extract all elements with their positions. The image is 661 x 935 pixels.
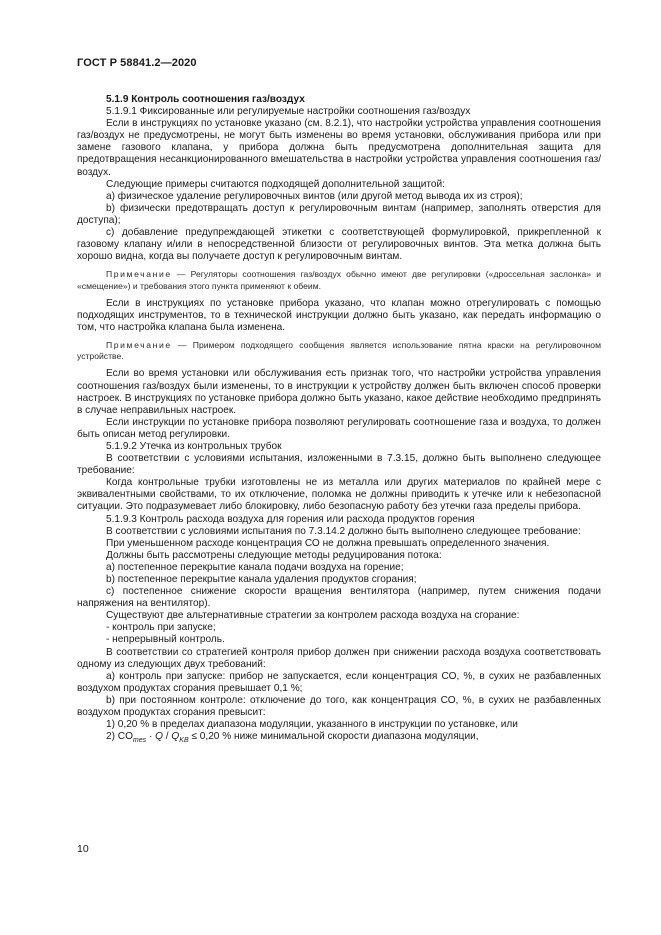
list-item: a) контроль при запуске: прибор не запускается, если концентрация СО, %, в сухих не разбавленных воздухом продуктах сгорания превышает 0,1 %; [77,670,601,694]
document-body [77,94,601,743]
paragraph: В соответствии с условиями испытания по 7.3.14.2 должно быть выполнено следующее требование: [106,525,581,537]
formula-subscript: mes [132,737,147,745]
list-item: b) физически предотвращать доступ к регулировочным винтам (например, заполнять отверстия для доступа); [77,202,601,226]
formula-subscript: KB [179,737,189,745]
formula-text: · [146,731,156,743]
section-title: 5.1.9 Контроль соотношения газ/воздух [106,94,305,105]
paragraph: Если в инструкциях по установке указано (см. 8.2.1), что настройки устройства управления соотношения газ/воздух не предусмотрены, не могут быть изменены во время установки, обслуживания прибора или при замене газового клапана, у прибора должна быть предусмотрена дополнительная защита для предотвращения несанкционированного вмешательства в настройки устройства управления соотношения газ/воздух. [77,118,601,178]
list-item: b) при постоянном контроле: отключение до того, как концентрация СО, %, в сухих не разбавленных воздухом продуктах сгорания превысит: [77,694,601,719]
document-code: ГОСТ Р 58841.2—2020 [77,57,197,69]
paragraph: Существуют две альтернативные стратегии за контролем расхода воздуха на сгорание: [106,610,520,622]
note [77,340,601,362]
note-text: — Примером подходящего сообщения является использование пятна краски на регулировочном устройстве. [77,340,601,362]
note [77,269,601,291]
formula-text: / [163,731,172,743]
subsection-title: 5.1.9.2 Утечка из контрольных трубок [106,440,282,452]
list-item: b) постепенное перекрытие канала удаления продуктов сгорания; [106,574,417,585]
paragraph: Следующие примеры считаются подходящей дополнительной защитой: [106,178,445,190]
paragraph: В соответствии со стратегией контроля прибор должен при снижении расхода воздуха соответствовать одному из следующих двух требований: [77,646,601,670]
list-item: - контроль при запуске; [106,622,216,634]
list-item: c) добавление предупреждающей этикетки с соответствующей формулировкой, прикрепленной к газовому клапану и/или в непосредственной близости от регулировочных винтов. Эта метка должна быть хорошо видна, когда вы получаете доступ к регулировочным винтам. [77,227,601,263]
paragraph: Если в инструкциях по установке прибора указано, что клапан можно отрегулировать с помощью подходящих инструментов, то в технической инструкции должно быть указано, как передать информацию о том, что настройка клапана была изменена. [77,297,601,333]
paragraph: Если инструкции по установке прибора позволяют регулировать соотношение газа и воздуха, то должен быть описан метод регулировки. [77,416,601,440]
formula-text: 2) CO [106,731,133,743]
page-number: 10 [77,843,89,855]
note-label: Примечание [106,269,172,280]
note-text: — Регуляторы соотношения газ/воздух обычно имеют две регулировки («дроссельная заслонка» и «смещение») и требования этого пункта применяют к обеим. [77,269,601,291]
formula-item [77,731,601,743]
formula-text: ≤ 0,20 % ниже минимальной скорости диапазона модуляции, [188,731,479,743]
paragraph: Если во время установки или обслуживания есть признак того, что настройки устройства управления соотношения газ/воздух были изменены, то в инструкции к устройству должен быть включен способ проверки настроек. В инструкциях по установке прибора должно быть указано, какое действие необходимо предпринять в случае неправильных настроек. [77,368,601,416]
formula-variable: Q [155,731,163,743]
paragraph: Когда контрольные трубки изготовлены не из металла или других материалов по крайней мере с эквивалентными свойствами, то их отключение, поломка не должны приводить к утечке или к небезопасной ситуации. Это подразумевает либо блокировку, либо безопасную работу без утечки газа пределы прибора. [77,477,601,513]
list-item: - непрерывный контроль. [106,634,225,646]
note-label: Примечание [106,340,172,350]
subsection-title: 5.1.9.1 Фиксированные или регулируемые настройки соотношения газ/воздух [106,106,471,118]
paragraph: Должны быть рассмотрены следующие методы редуцирования потока: [106,549,442,561]
list-item: 1) 0,20 % в пределах диапазона модуляции, указанного в инструкции по установке, или [106,719,518,731]
paragraph: При уменьшенном расходе концентрация СО не должна превышать определенного значения. [106,537,550,549]
paragraph: В соответствии с условиями испытания, изложенными в 7.3.15, должно быть выполнено следующее требование: [77,453,601,477]
subsection-title: 5.1.9.3 Контроль расхода воздуха для горения или расхода продуктов горения [106,513,475,525]
list-item: c) постепенное снижение скорости вращения вентилятора (например, путем снижения подачи напряжения на вентилятор). [77,586,601,610]
list-item: a) постепенное перекрытие канала подачи воздуха на горение; [106,561,404,573]
list-item: a) физическое удаление регулировочных винтов (или другой метод вывода их из строя); [106,190,523,202]
formula-variable: Q [171,731,180,743]
